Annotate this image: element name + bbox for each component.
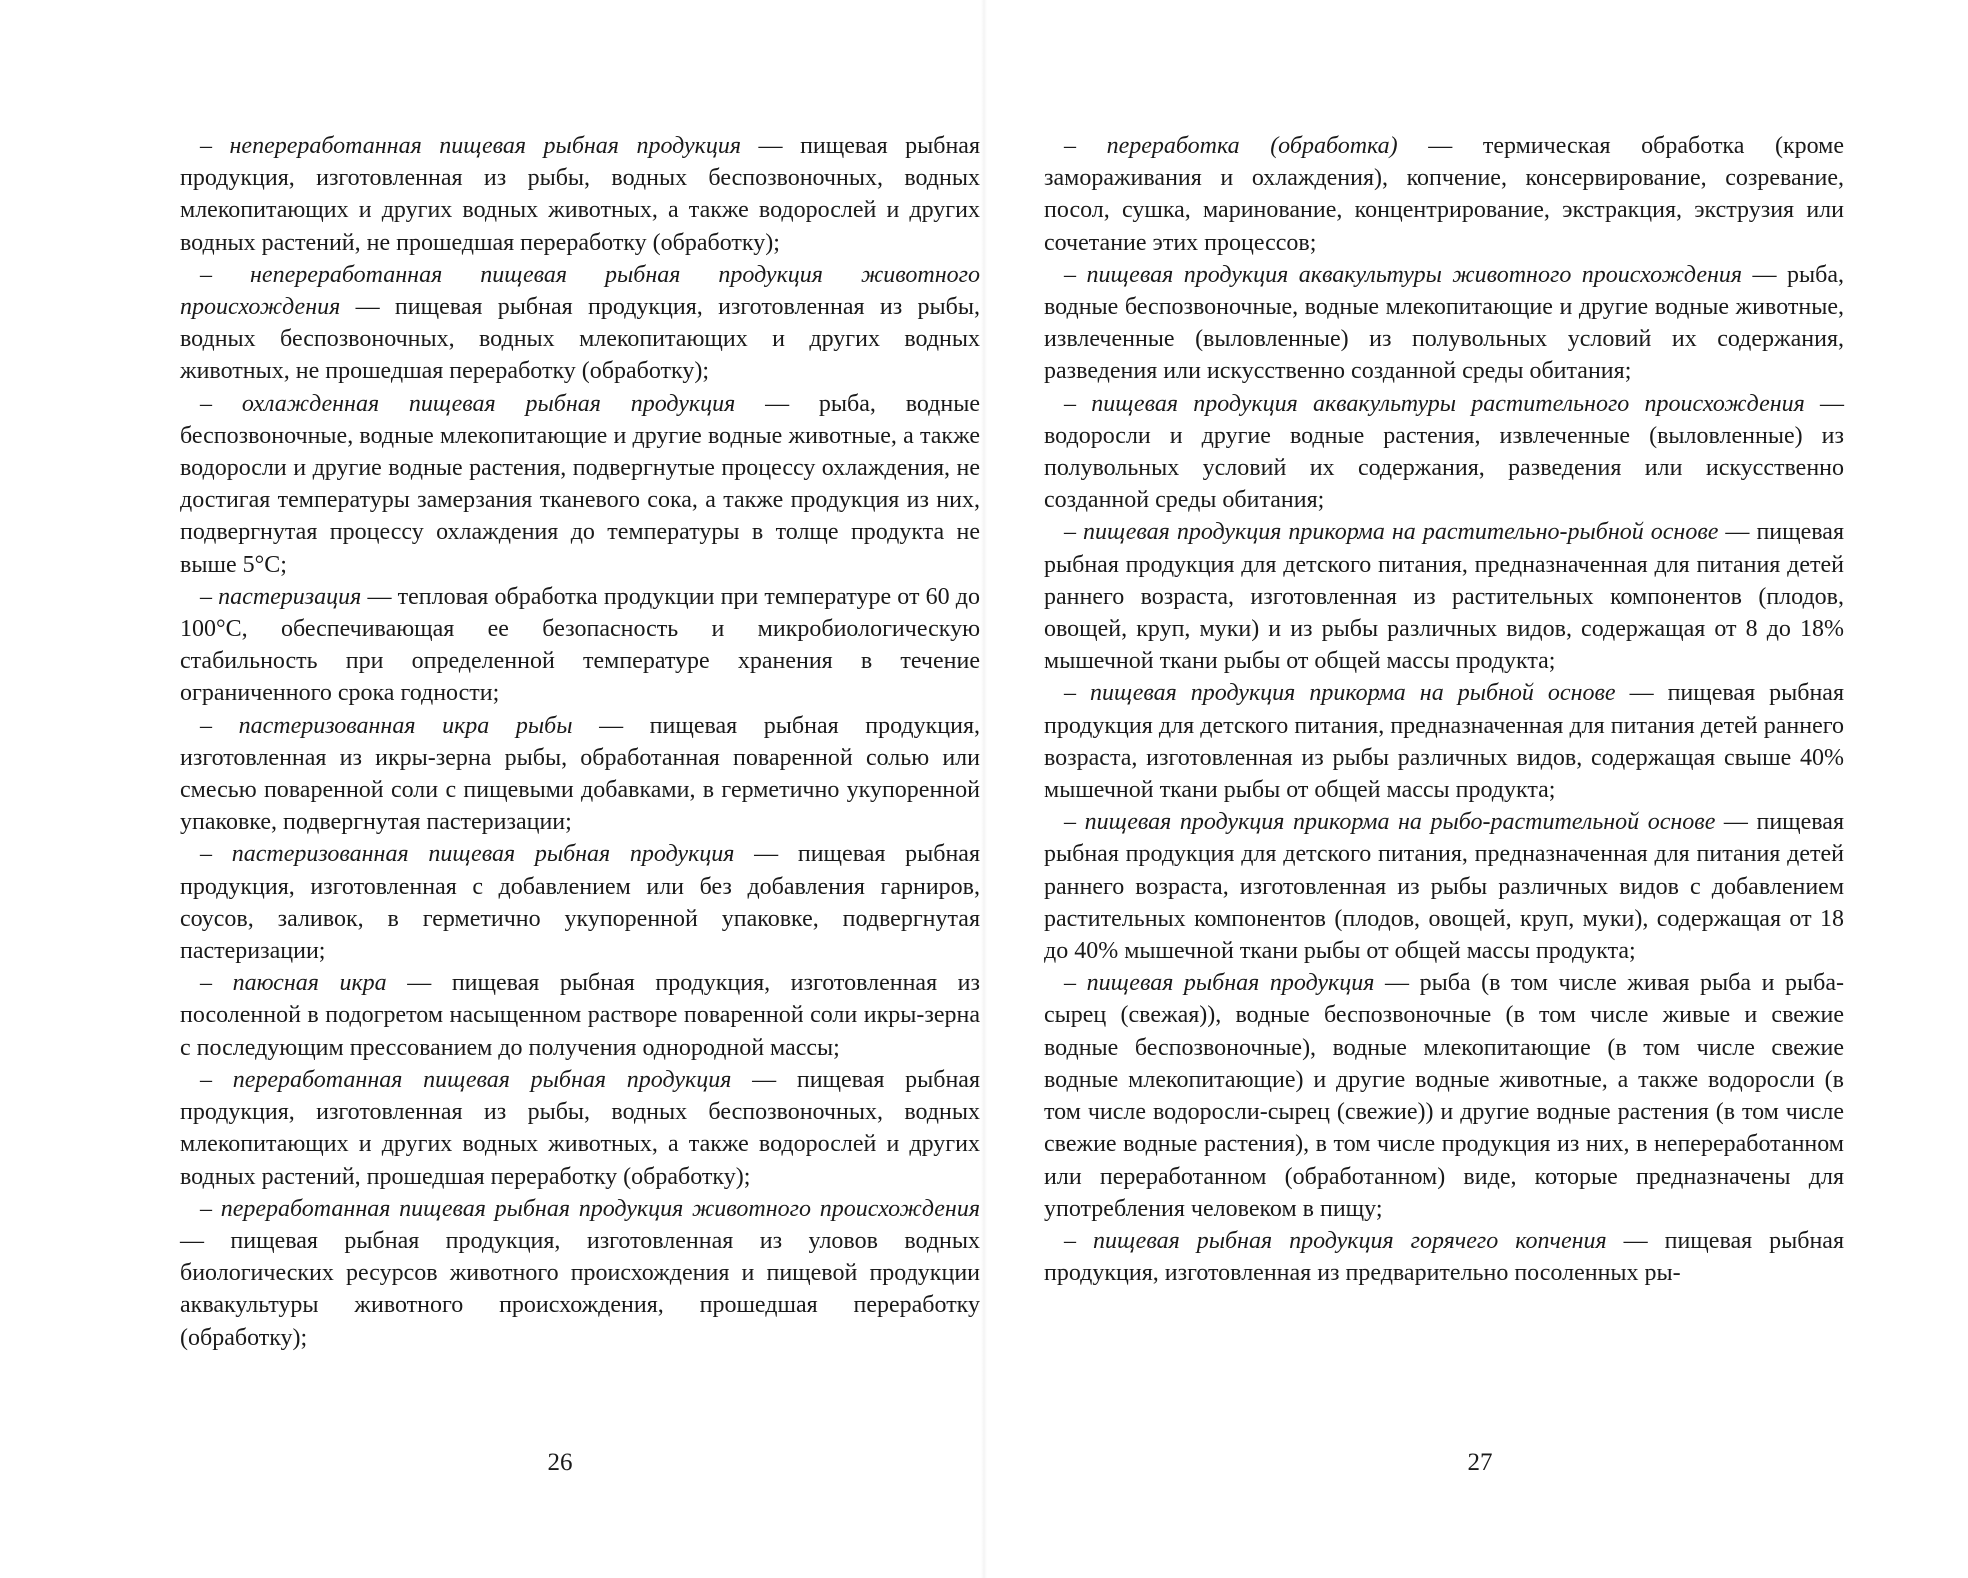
definition-term: – пищевая продукция прикорма на рыбной основе bbox=[1064, 680, 1616, 707]
definition-paragraph bbox=[180, 581, 980, 710]
definition-paragraph bbox=[180, 710, 980, 839]
definition-text: — пищевая рыбная продукция для детского питания, предназначенная для питания детей раннего возраста, изготовленная из растительных компонентов (плодов, овощей, круп, муки) и из рыбы различных видов, содержащая от 8 до 18% мышечной ткани рыбы от общей массы продукта; bbox=[1044, 519, 1844, 675]
page-right bbox=[984, 0, 1968, 1578]
definition-term: – переработка (обработка) bbox=[1064, 133, 1398, 159]
definition-text: — пищевая рыбная продукция для детского питания, предназначенная для питания детей раннего возраста, изготовленная из рыбы различных видов с добавлением растительных компонентов (плодов, овощей, круп, муки), содержащая от 18 до 40% мышечной ткани рыбы от общей массы продукта; bbox=[1044, 809, 1844, 965]
definition-paragraph bbox=[1044, 1225, 1844, 1289]
definition-text: — пищевая рыбная продукция, изготовленная из посоленной в подогретом насыщенном растворе поваренной соли икры-зерна с последующим прессованием до получения однородной массы; bbox=[180, 970, 981, 1061]
page-number: 27 bbox=[1467, 1449, 1493, 1476]
definition-term: – пищевая рыбная продукция горячего копчения bbox=[1064, 1227, 1607, 1254]
definition-paragraph bbox=[180, 967, 980, 1064]
definition-text: — рыба (в том числе живая рыба и рыба-сырец (свежая)), водные беспозвоночные (в том числе живые и свежие водные беспозвоночные), водные млекопитающие (в том числе свежие водные млекопитающие) и другие водные животные, а также водоросли (в том числе водоросли-сырец (свежие)) и другие водные растения (в том числе свежие водные растения), в том числе продукция из них, в непереработанном или переработанном (обработанном) виде, которые предназначены для употребления человеком в пищу; bbox=[1044, 970, 1844, 1222]
definition-paragraph bbox=[1044, 388, 1844, 517]
definition-paragraph bbox=[1044, 259, 1844, 388]
page-number: 26 bbox=[547, 1449, 573, 1476]
definition-text: — пищевая рыбная продукция для детского питания, предназначенная для питания детей раннего возраста, изготовленная из рыбы различных видов, содержащая свыше 40% мышечной ткани рыбы от общей массы продукта; bbox=[1044, 680, 1844, 804]
definition-term: – пищевая продукция прикорма на растительно-рыбной основе bbox=[1064, 519, 1719, 546]
definition-paragraph bbox=[1044, 806, 1844, 967]
definition-paragraph bbox=[180, 130, 980, 259]
definition-text: — рыба, водные беспозвоночные, водные млекопитающие и другие водные животные, извлеченные (выловленные) из полувольных условий их содержания, разведения или искусственно созданной среды обитания; bbox=[1044, 261, 1844, 385]
definition-text: — пищевая рыбная продукция, изготовленная из икры-зерна рыбы, обработанная поваренной солью или смесью поваренной соли с пищевыми добавками, в герметично укупоренной упаковке, подвергнутая пастеризации; bbox=[180, 712, 980, 836]
definition-paragraph bbox=[1044, 516, 1844, 677]
definition-paragraph bbox=[180, 1193, 980, 1354]
definition-term: – паюсная икра bbox=[200, 970, 387, 997]
definition-text: — пищевая рыбная продукция, изготовленная из рыбы, водных беспозвоночных, водных млекопитающих и других водных животных, а также водорослей и других водных растений, прошедшая переработку (обработку); bbox=[180, 1066, 981, 1190]
definition-term: – переработанная пищевая рыбная продукция bbox=[200, 1066, 732, 1093]
definition-paragraph bbox=[180, 838, 980, 967]
definition-paragraph bbox=[1044, 967, 1844, 1225]
definition-paragraph bbox=[180, 1064, 980, 1193]
definition-paragraph bbox=[1044, 677, 1844, 806]
definition-text: — пищевая рыбная продукция, изготовленная с добавлением или без добавления гарниров, соусов, заливок, в герметично укупоренной упаковке, подвергнутая пастеризации; bbox=[180, 841, 980, 965]
definition-term: – охлажденная пищевая рыбная продукция bbox=[200, 390, 736, 417]
definition-text: — водоросли и другие водные растения, извлеченные (выловленные) из полувольных условий их содержания, разведения или искусственно созданной среды обитания; bbox=[1044, 390, 1844, 514]
definition-paragraph bbox=[180, 259, 980, 388]
definition-term: – пищевая продукция прикорма на рыбо-растительной основе bbox=[1064, 809, 1716, 836]
definition-term: – переработанная пищевая рыбная продукция животного происхождения bbox=[200, 1195, 980, 1222]
definition-term: – пищевая продукция аквакультуры растительного происхождения bbox=[1064, 390, 1805, 417]
definition-text: — пищевая рыбная продукция, изготовленная из предварительно посоленных ры- bbox=[1044, 1227, 1844, 1287]
definition-text: — тепловая обработка продукции при температуре от 60 до 100°С, обеспечивающая ее безопасность и микробиологическую стабильность при определенной температуре хранения в течение ограниченного срока годности; bbox=[180, 583, 981, 707]
definition-paragraph bbox=[1044, 130, 1844, 259]
page-body bbox=[1044, 130, 1844, 1289]
page-body bbox=[180, 130, 980, 1354]
definition-text: — рыба, водные беспозвоночные, водные млекопитающие и другие водные животные, а также водоросли и другие водные растения, подвергнутые процессу охлаждения, не достигая температуры замерзания тканевого сока, а также продукция из них, подвергнутая процессу охлаждения до температуры в толще продукта не выше 5°С; bbox=[180, 390, 980, 578]
definition-term: – пастеризованная пищевая рыбная продукция bbox=[200, 841, 735, 868]
definition-text: — пищевая рыбная продукция, изготовленная из рыбы, водных беспозвоночных, водных млекопитающих и других водных животных, а также водорослей и других водных растений, не прошедшая переработку (обработку); bbox=[180, 133, 981, 256]
definition-text: — пищевая рыбная продукция, изготовленная из уловов водных биологических ресурсов животного происхождения и пищевой продукции аквакультуры животного происхождения, прошедшая переработку (обработку); bbox=[180, 1227, 980, 1351]
definition-term: – пастеризованная икра рыбы bbox=[200, 712, 573, 739]
definition-text: — термическая обработка (кроме замораживания и охлаждения), копчение, консервирование, созревание, посол, сушка, маринование, концентрирование, экстракция, экструзия или сочетание этих процессов; bbox=[1044, 133, 1844, 256]
definition-paragraph bbox=[180, 388, 980, 581]
definition-text: — пищевая рыбная продукция, изготовленная из рыбы, водных беспозвоночных, водных млекопитающих и других водных животных, не прошедшая переработку (обработку); bbox=[180, 294, 980, 385]
definition-term: – пищевая продукция аквакультуры животного происхождения bbox=[1064, 261, 1743, 288]
definition-term: – пищевая рыбная продукция bbox=[1064, 970, 1375, 997]
definition-term: – пастеризация bbox=[200, 583, 362, 610]
definition-term: – непереработанная пищевая рыбная продукция животного происхождения bbox=[180, 261, 980, 321]
definition-term: – непереработанная пищевая рыбная продукция bbox=[200, 133, 742, 159]
